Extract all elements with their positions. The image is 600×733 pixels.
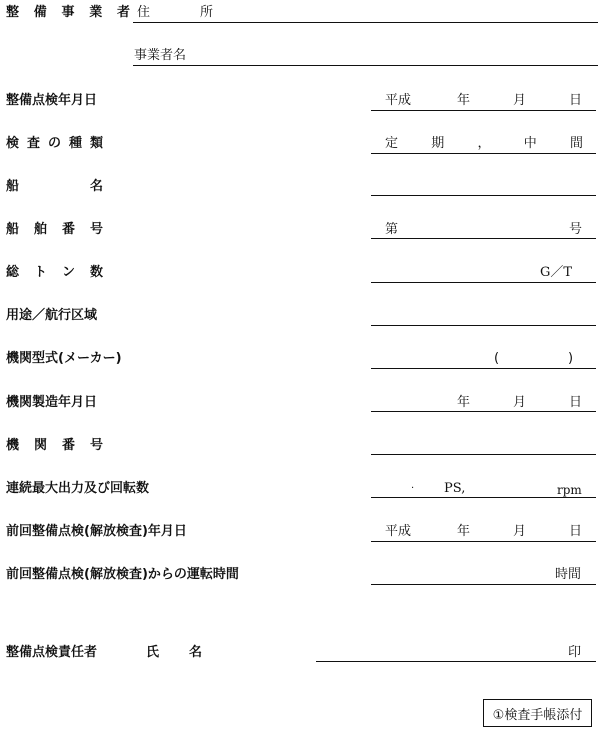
- inspection-date-era: 平成: [385, 93, 412, 108]
- responsible-name-label: 氏 名: [146, 645, 202, 660]
- attachment-note-box: [483, 699, 592, 727]
- address-field-line[interactable]: [133, 22, 598, 23]
- inspection-date-field-line[interactable]: [371, 110, 596, 111]
- max-output-dot: ·: [411, 483, 415, 494]
- prev-inspection-month-unit: 月: [513, 524, 527, 539]
- engine-manufacture-year-unit: 年: [457, 395, 471, 410]
- usage-area-label: 用途／航行区域: [6, 308, 98, 323]
- prev-operating-hours-unit: 時間: [555, 567, 582, 582]
- engine-maker-paren-open: (: [494, 351, 500, 366]
- engine-manufacture-date-field-line[interactable]: [371, 411, 596, 412]
- prev-inspection-date-era: 平成: [385, 524, 412, 539]
- engine-manufacture-date-label: 機関製造年月日: [6, 395, 98, 410]
- inspection-type-field-line[interactable]: [371, 153, 596, 154]
- responsible-seal-mark: 印: [568, 645, 582, 660]
- engine-model-field-line[interactable]: [371, 368, 596, 369]
- engine-manufacture-month-unit: 月: [513, 395, 527, 410]
- prev-inspection-date-label: 前回整備点検(解放検査)年月日: [6, 524, 187, 539]
- ship-name-label: 船 名: [6, 179, 103, 194]
- inspection-date-day-unit: 日: [569, 93, 583, 108]
- ship-number-suffix: 号: [569, 222, 583, 237]
- max-output-ps-unit: PS,: [444, 481, 466, 496]
- ship-number-prefix: 第: [385, 222, 399, 237]
- inspection-type-label: 検 査 の 種 類: [6, 136, 103, 151]
- inspection-date-year-unit: 年: [457, 93, 471, 108]
- inspection-date-month-unit: 月: [513, 93, 527, 108]
- attachment-note-text: ①検査手帳添付: [492, 707, 583, 723]
- max-output-label: 連続最大出力及び回転数: [6, 481, 150, 496]
- max-output-rpm-unit: rpm: [557, 483, 582, 497]
- ship-name-field-line[interactable]: [371, 195, 596, 196]
- engine-number-label: 機 関 番 号: [6, 438, 103, 453]
- operator-name-label: 事業者名: [134, 48, 187, 63]
- engine-manufacture-day-unit: 日: [569, 395, 583, 410]
- ship-number-field-line[interactable]: [371, 238, 596, 239]
- prev-operating-hours-label: 前回整備点検(解放検査)からの運転時間: [6, 567, 239, 582]
- address-label: 住 所: [137, 5, 213, 20]
- gross-tonnage-field-line[interactable]: [371, 282, 596, 283]
- engine-maker-paren-close: ): [568, 351, 574, 366]
- responsible-label: 整備点検責任者: [6, 645, 98, 660]
- usage-area-field-line[interactable]: [371, 325, 596, 326]
- operator-name-field-line[interactable]: [133, 65, 598, 66]
- prev-inspection-date-field-line[interactable]: [371, 541, 596, 542]
- inspection-type-options[interactable]: 定 期 ， 中 間: [385, 136, 583, 151]
- prev-inspection-day-unit: 日: [569, 524, 583, 539]
- max-output-field-line[interactable]: [371, 497, 596, 498]
- gross-tonnage-label: 総 ト ン 数: [6, 265, 103, 280]
- responsible-name-field-line[interactable]: [316, 661, 596, 662]
- engine-number-field-line[interactable]: [371, 454, 596, 455]
- prev-inspection-year-unit: 年: [457, 524, 471, 539]
- engine-model-label: 機関型式(メーカー): [6, 351, 122, 366]
- prev-operating-hours-field-line[interactable]: [371, 584, 596, 585]
- operator-label: 整 備 事 業 者: [6, 5, 130, 20]
- inspection-date-label: 整備点検年月日: [6, 93, 98, 108]
- ship-number-label: 船 舶 番 号: [6, 222, 103, 237]
- gross-tonnage-unit: G／T: [540, 265, 573, 280]
